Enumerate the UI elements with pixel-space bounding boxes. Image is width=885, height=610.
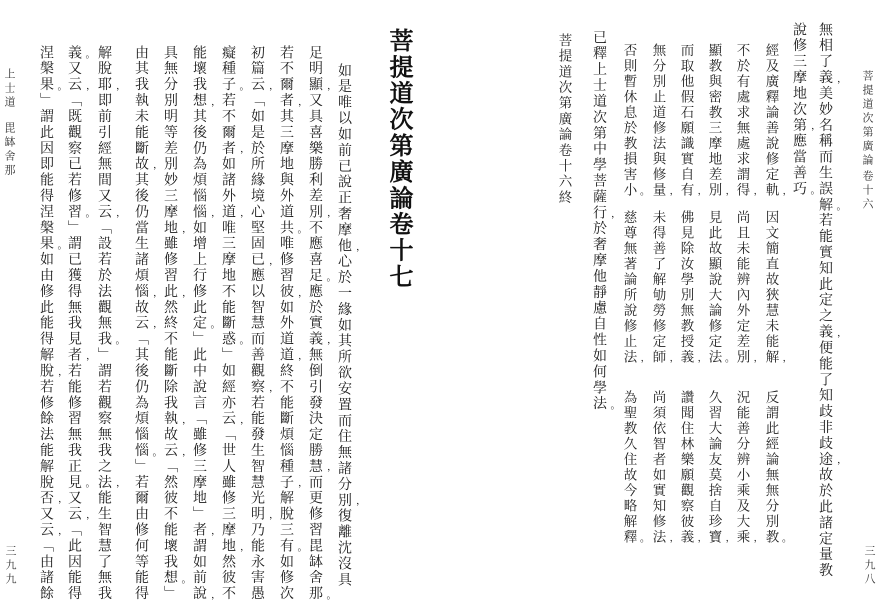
body-column: 癡種子。若不爾者，如諸外道，唯三摩地不能斷惑。」如經亦云，「世人雖修三摩地，然彼不 [220,45,242,602]
verse-line: 經及廣釋論善說修定軌， [762,43,785,202]
running-head-title: 菩提道次第廣論 [861,70,874,168]
body-column: 能壞我想，其後仍為煩惱惱，如增上行修此定。」此中說言「雖修三摩地」者，謂如前說， [191,45,213,606]
volume-end-line: 菩提道次第廣論卷十六終 [555,33,572,206]
verse-line: 反謂此經論無無分別教。 [762,390,785,549]
verse-line: 不於有處求無處求謂得， [733,43,756,202]
verse-line: 否則暫休息於教損害小。 [620,43,643,202]
verse-line: 為聖教久住故今略解釋。 [620,390,643,549]
verse-line: 因文簡直故狹慧未能解， [762,210,785,369]
body-column: 無相了義，美妙名稱而生誤解。若能實知此定之義，便能了知歧非歧途，故於此諸定量教 [817,22,839,579]
verse-line: 況能善分辨小乘及大乘， [733,390,756,549]
verse-line: 見此故顯說大論修定法。 [705,210,728,369]
body-column: 具無分別明等差別妙三摩地，雖修習此，然終不能斷除我執，故云，「然彼不能壞我想。」 [162,45,184,602]
body-column: 初篇云，「如是於所緣境心堅固已，應以智慧而善觀察，若能發生智慧光明，乃能永害愚 [249,45,271,602]
chapter-title: 菩提道次第廣論卷十七 [385,28,414,290]
margin-topic-label: 毘缽舍那 [3,122,16,178]
verse-line: 尚須依智者如實知修法， [649,390,672,549]
verse-line: 未得善了解劬勞修定師， [649,210,672,369]
verse-line: 久習大論友莫捨自珍寶， [705,390,728,549]
body-column: 解脫耶，即前引經無間又云，「設若於法觀無我。」謂若觀察無我之法，能生智慧了無我 [96,45,118,602]
page-number-right: 三九八 [863,545,876,587]
section-closing: 已釋上士道次第中學菩薩行，於奢摩他靜慮自性如何學法。 [591,30,613,416]
body-column: 涅槃果。」謂此因即能得涅槃果。如由修此能得解脫，若修餘法能解脫否，又云，「由諸餘 [38,45,60,602]
running-head-volume: 卷十六 [861,170,874,212]
verse-line: 尚且未能辨內外定差別， [733,210,756,369]
body-column: 如是唯以如前已說正奢摩他，心於一緣如其所欲安置而住無諸分別，復離沈沒具 [336,63,358,588]
body-column: 足明顯，又具喜樂勝利差別，不應喜足。應於實義，無倒引發決定勝慧，而更修習毘缽舍那。 [307,45,329,606]
body-column: 說修三摩地次第，應當善巧。 [791,22,813,201]
body-column: 由其我執未能斷故，其後仍當生諸煩惱，故云，「其後仍為煩惱惱。」若爾由修何等能得 [133,45,155,602]
verse-line: 而取他假石願識實自有， [677,43,700,202]
verse-line: 讚聞住林樂願觀察彼義， [677,390,700,549]
margin-section-label: 上士道 [3,68,16,110]
body-column: 義。又云，「既觀察已若修習。」謂已獲得無我見者，若能修習無我正見。又云，「此因能得 [66,45,88,602]
verse-line: 佛見除汝學別無教授義， [677,210,700,369]
verse-line: 顯教與密教三摩地差別， [705,43,728,202]
verse-line: 無分別止道修法與修量， [649,43,672,202]
page-number-left: 三九九 [4,545,17,587]
body-column: 若不爾者，其三摩地與外道共。唯修習彼，如外道道，終不能斷煩惱種子，解脫三有。如修次 [278,45,300,602]
verse-line: 慈尊無著論所說修止法， [620,210,643,369]
